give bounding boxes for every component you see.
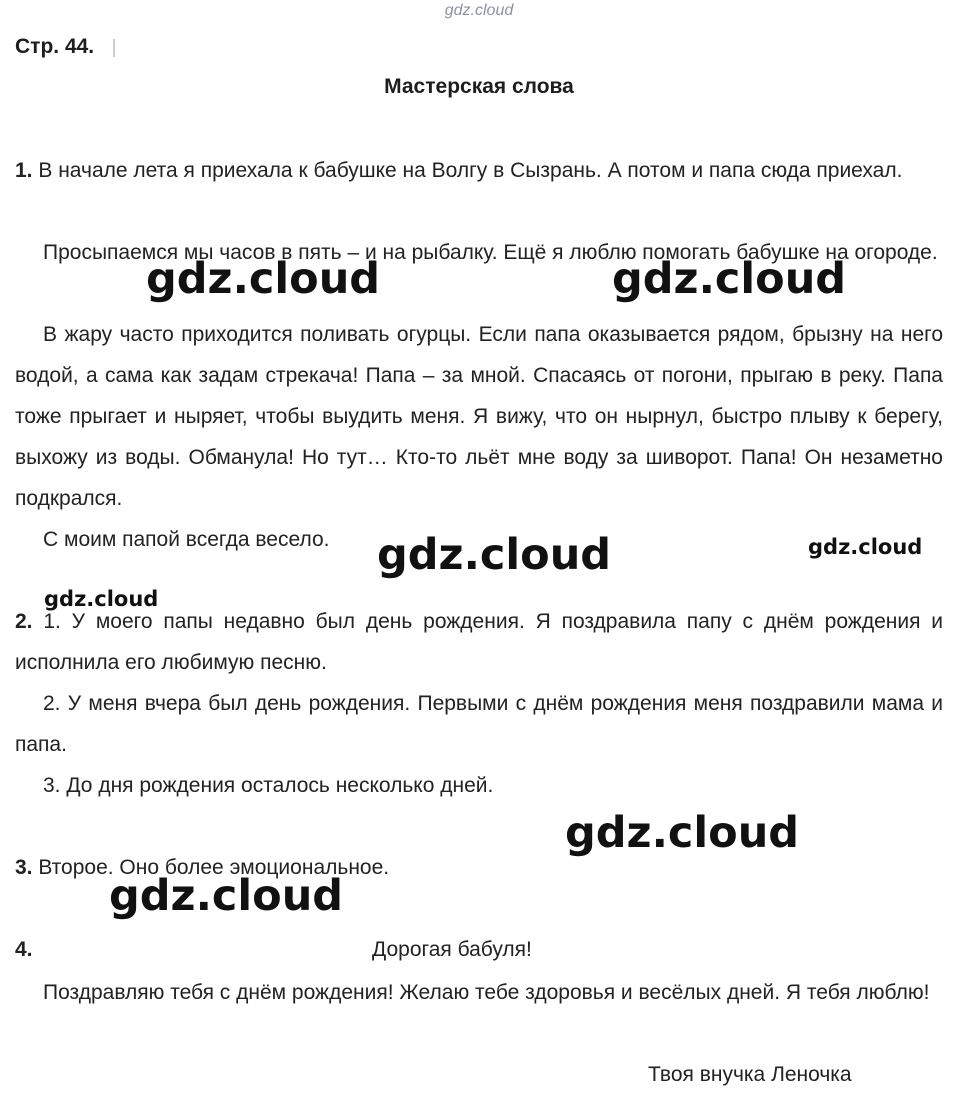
watermark-text: gdz.cloud [44,587,159,611]
page-title: Мастерская слова [384,75,574,98]
letter-greeting: Дорогая бабуля! [372,938,532,961]
letter-signature: Твоя внучка Леночка [648,1063,852,1086]
watermark-text: gdz.cloud [565,808,800,858]
task2-item-1 [15,601,943,683]
watermark-text: gdz.cloud [612,254,847,304]
task1-paragraph-2: Просыпаемся мы часов в пять – и на рыбалку. Ещё я люблю помогать бабушке на огороде. [43,241,938,264]
task1-paragraph-1 [15,150,943,191]
site-label[interactable]: gdz.cloud [444,2,514,19]
task1-paragraph-3: В жару часто приходится поливать огурцы. Если папа оказывается рядом, брызну на него водой, а сама как задам стрекача! Папа – за мной. Спасаясь от погони, прыгаю в реку. Папа тоже прыгает и ныряет, чтобы выудить меня. Я вижу, что он нырнул, быстро плыву к берегу, выхожу из воды. Обманула! Но тут… Кто-то льёт мне воду за шиворот. Папа! Он незаметно подкрался. [15,323,943,510]
task1-paragraph-4: С моим папой всегда весело. [43,528,330,551]
task2-number: 2. [15,610,33,633]
task3-text: Второе. Оно более эмоциональное. [38,856,390,879]
text-cursor [113,39,115,57]
task3-number: 3. [15,856,33,879]
task1-number: 1. [15,159,33,182]
page-label: Стр. 44. [15,35,95,58]
task4-number: 4. [15,938,33,961]
task2-item-3: 3. До дня рождения осталось несколько дней. [43,774,494,797]
watermark-text: gdz.cloud [377,530,612,580]
watermark-text: gdz.cloud [808,535,923,559]
task1-text-1: В начале лета я приехала к бабушке на Волгу в Сызрань. А потом и папа сюда приехал. [38,159,903,182]
watermark-text: gdz.cloud [109,871,344,921]
letter-body: Поздравляю тебя с днём рождения! Желаю тебе здоровья и весёлых дней. Я тебя люблю! [43,981,930,1004]
task2-text-1: 1. У моего папы недавно был день рождения. Я поздравила папу с днём рождения и исполнила его любимую песню. [15,610,944,674]
watermark-text: gdz.cloud [146,254,381,304]
task2-item-2: 2. У меня вчера был день рождения. Первыми с днём рождения меня поздравили мама и папа. [15,692,943,756]
